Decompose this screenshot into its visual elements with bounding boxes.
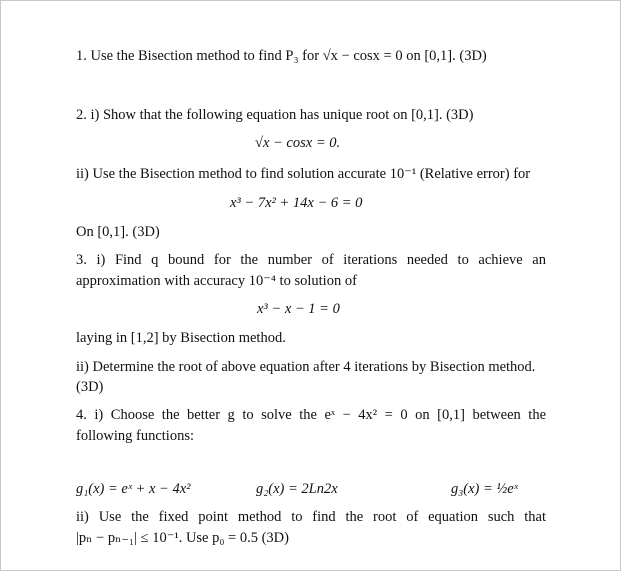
- q3-part-i-line1: 3. i) Find q bound for the number of iterations needed to achieve an: [76, 252, 546, 268]
- q1-text: 1. Use the Bisection method to find P₃ for √x − cosx = 0 on [0,1]. (3D): [76, 48, 487, 64]
- q3-equation: x³ − x − 1 = 0: [257, 301, 340, 317]
- q2-interval: On [0,1]. (3D): [76, 224, 160, 240]
- q3-part-i-line2: approximation with accuracy 10⁻⁴ to solution of: [76, 273, 357, 289]
- q3-part-ii-line2: (3D): [76, 379, 104, 395]
- q4-part-ii-line1: ii) Use the fixed point method to find the root of equation such that: [76, 509, 546, 525]
- q4-part-ii-line2: |pₙ − pₙ₋₁| ≤ 10⁻¹. Use p₀ = 0.5 (3D): [76, 530, 289, 546]
- q4-part-i-line1: 4. i) Choose the better g to solve the eˣ − 4x² = 0 on [0,1] between the: [76, 407, 546, 423]
- q4-g2-function: g₂(x) = 2Ln2x: [256, 481, 338, 497]
- q2-equation-2: x³ − 7x² + 14x − 6 = 0: [230, 195, 363, 211]
- q2-equation-1: √x − cosx = 0.: [255, 135, 341, 151]
- q3-laying: laying in [1,2] by Bisection method.: [76, 330, 286, 346]
- q3-part-ii-line1: ii) Determine the root of above equation after 4 iterations by Bisection method.: [76, 359, 536, 375]
- q2-part-i: 2. i) Show that the following equation has unique root on [0,1]. (3D): [76, 107, 474, 123]
- q4-g3-function: g₃(x) = ½eˣ: [451, 481, 518, 497]
- q4-g1-function: g₁(x) = eˣ + x − 4x²: [76, 481, 191, 497]
- q2-part-ii: ii) Use the Bisection method to find solution accurate 10⁻¹ (Relative error) for: [76, 166, 531, 182]
- q4-part-i-line2: following functions:: [76, 428, 195, 444]
